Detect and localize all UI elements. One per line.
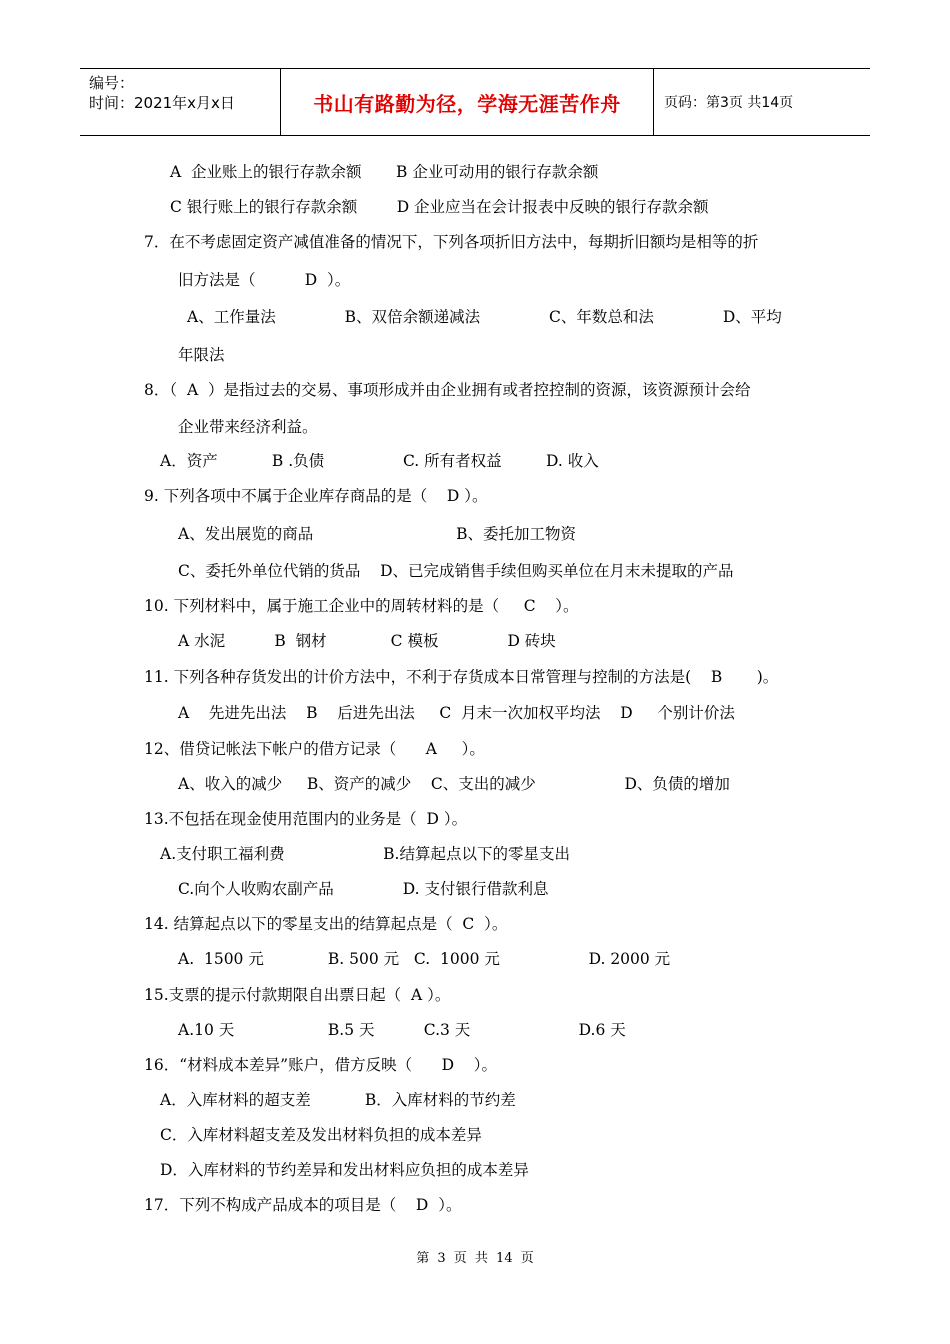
text-line: A、发出展览的商品 B、委托加工物资	[178, 525, 576, 543]
text-line: 16．“材料成本差异”账户，借方反映（ D ）。	[144, 1056, 498, 1074]
text-line: 7．在不考虑固定资产减值准备的情况下，下列各项折旧方法中，每期折旧额均是相等的折	[144, 233, 759, 251]
text-line: A 先进先出法 B 后进先出法 C 月末一次加权平均法 D 个别计价法	[178, 704, 735, 722]
text-line: 13.不包括在现金使用范围内的业务是（ D ）。	[144, 810, 468, 828]
text-line: 12、借贷记帐法下帐户的借方记录（ A ）。	[144, 740, 485, 758]
text-line: 11. 下列各种存货发出的计价方法中，不利于存货成本日常管理与控制的方法是( B )。	[144, 668, 779, 686]
text-line: C.向个人收购农副产品 D. 支付银行借款利息	[178, 880, 549, 898]
text-line: A. 1500 元 B. 500 元 C. 1000 元 D. 2000 元	[178, 950, 671, 968]
text-line: 年限法	[178, 346, 225, 364]
text-line: 17．下列不构成产品成本的项目是（ D ）。	[144, 1196, 462, 1214]
text-line: A.支付职工福利费 B.结算起点以下的零星支出	[160, 845, 570, 863]
header-page-info-cell	[654, 69, 870, 135]
text-line: A 企业账上的银行存款余额 B 企业可动用的银行存款余额	[170, 163, 599, 181]
text-line: 15.支票的提示付款期限自出票日起（ A ）。	[144, 986, 451, 1004]
time-label: 时间：2021年x月x日	[89, 94, 235, 112]
header-meta	[80, 69, 281, 135]
text-line: A、工作量法 B、双倍余额递减法 C、年数总和法 D、平均	[187, 308, 782, 326]
text-line: A．入库材料的超支差 B．入库材料的节约差	[160, 1091, 516, 1109]
text-line: 8．（ A ）是指过去的交易、事项形成并由企业拥有或者控控制的资源，该资源预计会给	[144, 381, 751, 399]
text-line: A.10 天 B.5 天 C.3 天 D.6 天	[178, 1021, 626, 1039]
text-line: 旧方法是（ D ）。	[178, 271, 351, 289]
text-line: A 水泥 B 钢材 C 模板 D 砖块	[178, 632, 556, 650]
text-line: 9. 下列各项中不属于企业库存商品的是（ D ）。	[144, 487, 488, 505]
number-label: 编号：	[89, 74, 135, 92]
text-line: 10. 下列材料中，属于施工企业中的周转材料的是（ C ）。	[144, 597, 579, 615]
text-line: A．资产 B .负债 C. 所有者权益 D. 收入	[160, 452, 599, 470]
motto: 书山有路勤为径，学海无涯苦作舟	[313, 91, 621, 116]
text-line: C 银行账上的银行存款余额 D 企业应当在会计报表中反映的银行存款余额	[170, 198, 709, 216]
text-line: D．入库材料的节约差异和发出材料应负担的成本差异	[160, 1161, 529, 1179]
header-motto-cell	[281, 69, 654, 135]
text-line: C．入库材料超支差及发出材料负担的成本差异	[160, 1126, 482, 1144]
page-info: 页码：第3页 共14页	[664, 95, 794, 111]
text-line: 企业带来经济利益。	[178, 418, 318, 436]
text-line: A、收入的减少 B、资产的减少 C、支出的减少 D、负债的增加	[178, 775, 730, 793]
text-line: C、委托外单位代销的货品 D、已完成销售手续但购买单位在月末未提取的产品	[178, 562, 734, 580]
text-line: 14. 结算起点以下的零星支出的结算起点是（ C ）。	[144, 915, 508, 933]
page-header	[80, 68, 870, 136]
page-footer: 第 3 页 共 14 页	[416, 1251, 534, 1266]
